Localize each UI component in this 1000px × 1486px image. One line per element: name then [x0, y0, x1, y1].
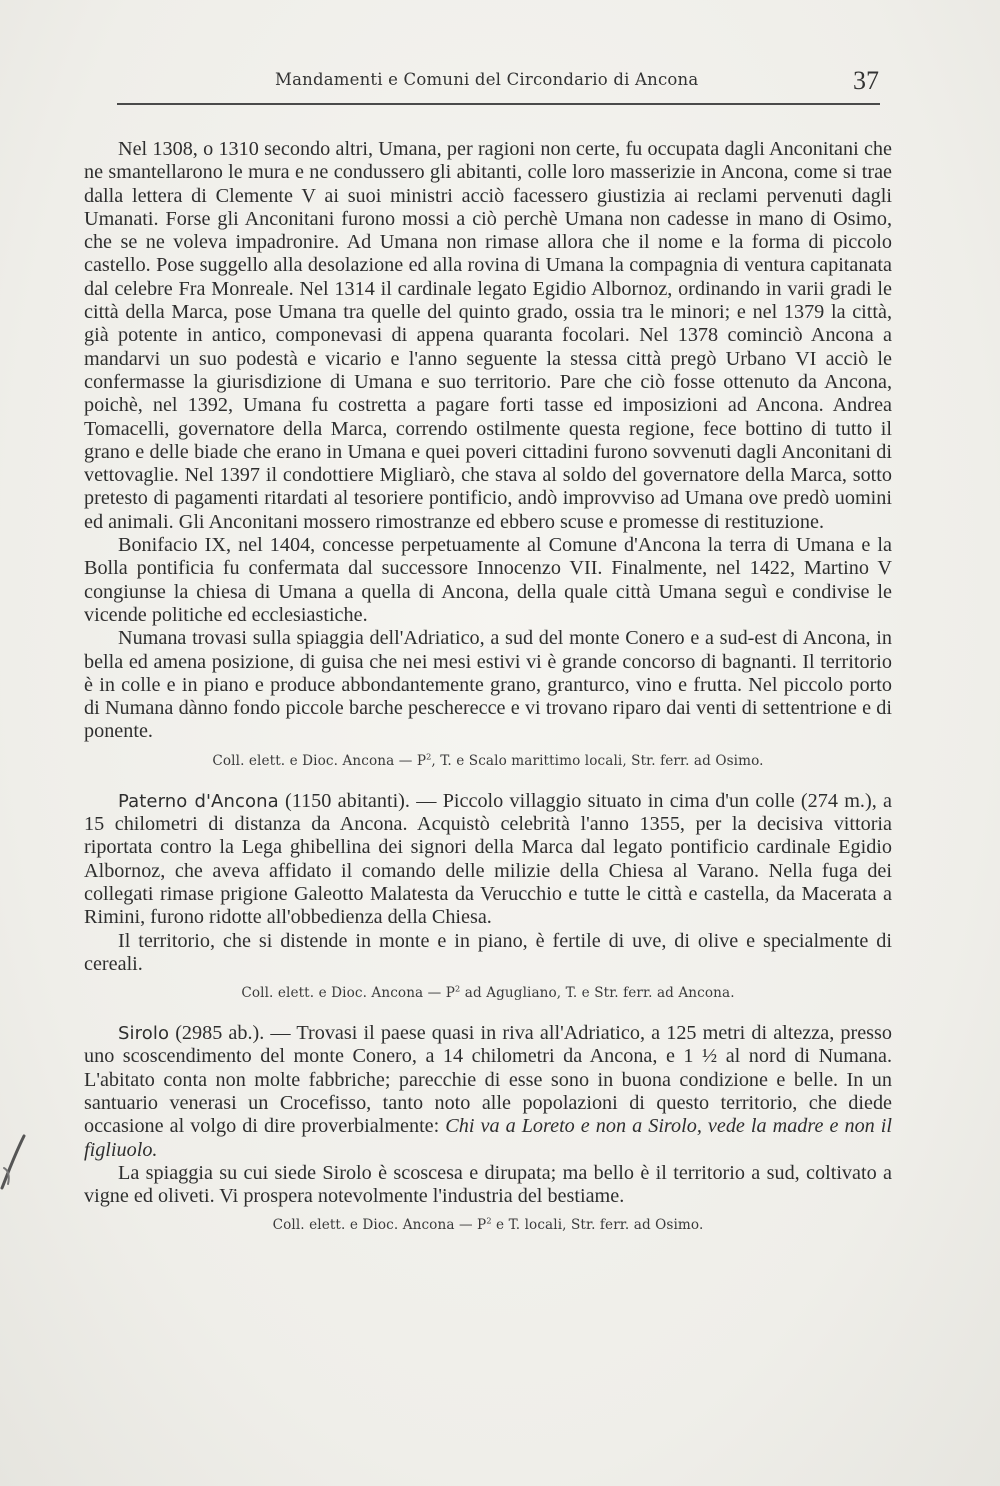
- margin-ink-mark: [0, 1128, 30, 1198]
- paterno-note-text: Coll. elett. e Dioc. Ancona — P: [241, 985, 456, 1002]
- sirolo-paragraph-2: La spiaggia su cui siede Sirolo è scoscesa e dirupata; ma bello è il territorio a sud, coltivato a vigne ed oliveti. Vi prospera notevolmente l'industria del bestiame.: [84, 1161, 892, 1208]
- paterno-paragraph-1: (1150 abitanti). — Piccolo villaggio situato in cima d'un colle (274 m.), a 15 chilometri di distanza da Ancona. Acquistò celebrità l'anno 1355, per la decisiva vittoria riportata contro la Lega ghibellina dei signori della Marca dal legato pontificio cardinale Egidio Albornoz, che aveva affidato il comando delle milizie della Chiesa al Varano. Nella fuga dei collegati rimase prigione Galeotto Malatesta da Verucchio e tutte le città e castella, da Macerata a Rimini, furono ridotte all'obbedienza della Chiesa.: [84, 789, 892, 929]
- sirolo-note-text: Coll. elett. e Dioc. Ancona — P: [272, 1217, 487, 1234]
- paterno-note-superscript: 2: [455, 983, 461, 994]
- numana-paragraph-3: Numana trovasi sulla spiaggia dell'Adriatico, a sud del monte Conero e a sud-est di Ancona, in bella ed amena posizione, di guisa che nei mesi estivi vi è grande concorso di bagnanti. Il territorio è in colle e in piano e produce abbondantemente grano, granturco, vino e frutta. Nel piccolo porto di Numana dànno fondo piccole barche pescherecce e vi trovano riparo dai venti di settentrione e di ponente.: [84, 627, 892, 743]
- sirolo-entry: [84, 1022, 892, 1162]
- numana-paragraph-2: Bonifacio IX, nel 1404, concesse perpetuamente al Comune d'Ancona la terra di Umana e la Bolla pontificia fu confermata dal successore Innocenzo VII. Finalmente, nel 1422, Martino V congiunse la chiesa di Umana a quella di Ancona, della quale città Umana seguì e condivise le vicende politiche ed ecclesiastiche.: [84, 534, 892, 626]
- sirolo-entry-name: Sirolo: [118, 1023, 170, 1045]
- numana-note-text-after: , T. e Scalo marittimo locali, Str. ferr. ad Osimo.: [431, 752, 764, 769]
- body-text: [84, 138, 892, 1236]
- numana-note-text: Coll. elett. e Dioc. Ancona — P: [212, 752, 427, 769]
- paterno-entry: [84, 790, 892, 930]
- paterno-entry-name: Paterno d'Ancona: [118, 790, 279, 812]
- numana-note-superscript: 2: [426, 751, 432, 762]
- sirolo-note-text-after: e T. locali, Str. ferr. ad Osimo.: [491, 1217, 704, 1234]
- sirolo-proverb: Chi va a Loreto e non a Sirolo, vede la madre e non il figliuolo.: [84, 1115, 893, 1161]
- sirolo-note-superscript: 2: [486, 1215, 492, 1226]
- paterno-note: [84, 982, 892, 1004]
- sirolo-paragraph-1: (2985 ab.). — Trovasi il paese quasi in riva all'Adriatico, a 125 metri di altezza, presso uno scoscendimento del monte Conero, a 14 chilometri da Ancona, e 1 ½ al nord di Numana. L'abitato conta non molte fabbriche; parecchie di esse sono in buona condizione e belle. In un santuario venerasi un Crocefisso, tanto noto alle popolazioni di questo territorio, che diede occasione al volgo di dire proverbialmente:: [84, 1022, 892, 1138]
- numana-paragraph-1: Nel 1308, o 1310 secondo altri, Umana, per ragioni non certe, fu occupata dagli Anconitani che ne smantellarono le mura e ne condussero gli abitanti, colle loro masserizie in Ancona, come si trae dalla lettera di Clemente V ai suoi ministri acciò facessero giustizia ai reclami pervenuti dagli Umanati. Forse gli Anconitani furono mossi a ciò perchè Umana non cadesse in mano di Osimo, che se ne voleva impadronire. Ad Umana non rimase allora che il nome e la forma di piccolo castello. Pose suggello alla desolazione ed alla rovina di Umana la compagnia di ventura capitanata dal celebre Fra Monreale. Nel 1314 il cardinale legato Egidio Albornoz, ordinando in varii gradi le città della Marca, pose Umana tra quelle del quinto grado, ossia tra le minori; e nel 1379 la città, già potente in antico, componevasi di appena quaranta focolari. Nel 1378 cominciò Ancona a mandarvi un suo podestà e vicario e l'anno seguente la stessa città pregò Urbano VI acciò le confermasse la giurisdizione di Umana e suo territorio. Pare che ciò fosse ottenuto da Ancona, poichè, nel 1392, Umana fu costretta a pagare forti tasse ed imposizioni ad Ancona. Andrea Tomacelli, governatore della Marca, correndo ostilmente questa regione, fece bottino di tutto il grano e delle biade che erano in Umana e quei poveri cittadini furono sovvenuti dagli Anconitani di vettovaglie. Nel 1397 il condottiere Migliarò, che stava al soldo del governatore della Marca, sotto pretesto di pagamenti ritardati al tesoriere pontificio, andò improvviso ad Umana ove predò uomini ed animali. Gli Anconitani mossero rimostranze ed ebbero scuse e promesse di restituzione.: [84, 138, 892, 533]
- paterno-paragraph-2: Il territorio, che si distende in monte e in piano, è fertile di uve, di olive e specialmente di cereali.: [84, 929, 892, 975]
- paterno-note-text-after: ad Agugliano, T. e Str. ferr. ad Ancona.: [460, 985, 735, 1002]
- header-rule: [117, 103, 880, 105]
- page-number: 37: [853, 66, 879, 95]
- numana-note: [84, 750, 892, 772]
- running-header: [115, 66, 883, 96]
- header-title: Mandamenti e Comuni del Circondario di Ancona: [275, 70, 699, 89]
- sirolo-note: [84, 1214, 892, 1236]
